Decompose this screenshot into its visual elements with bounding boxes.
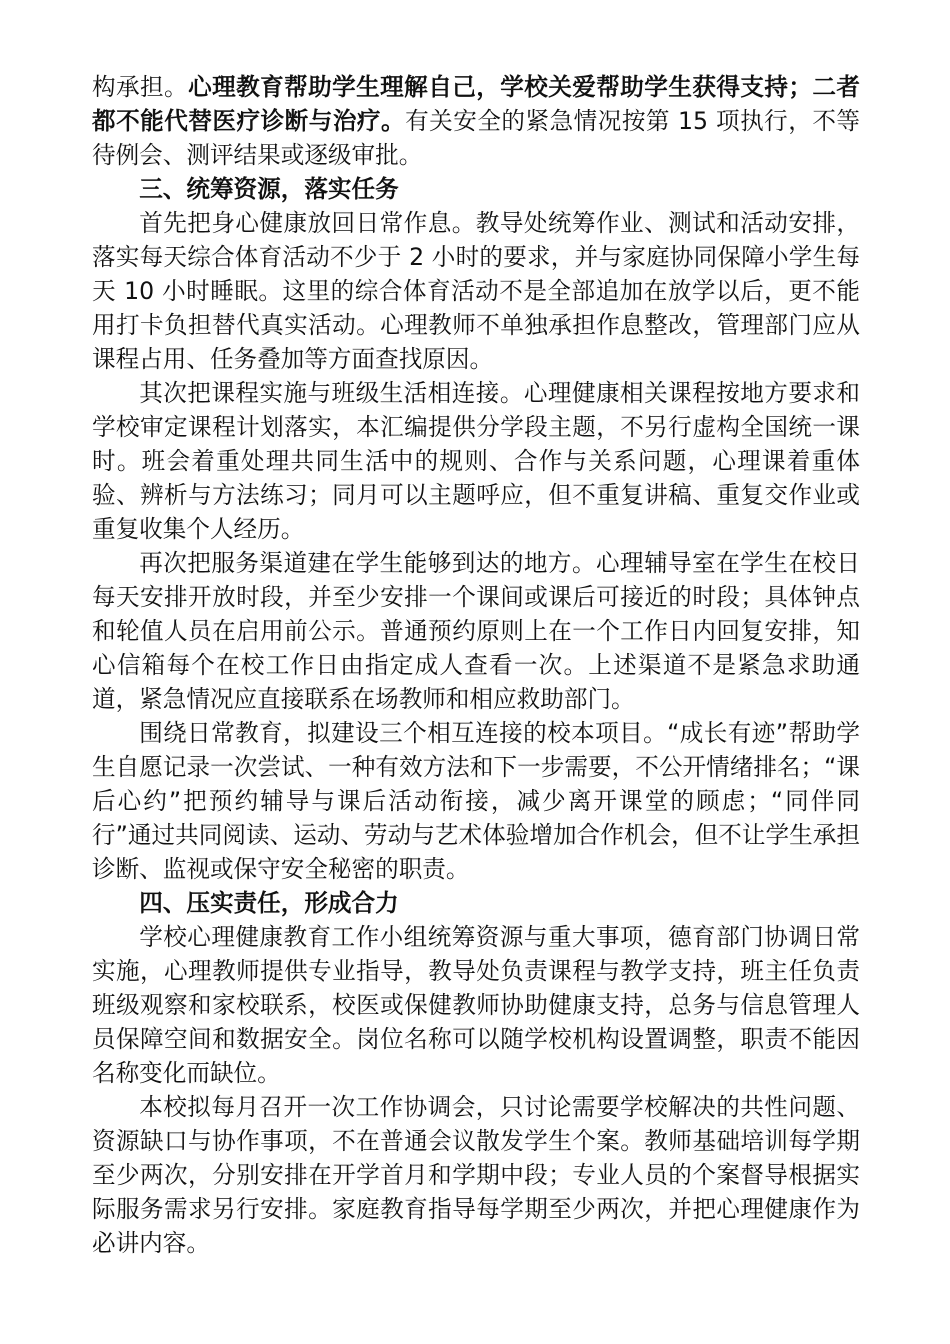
paragraph-lead-text: 构承担。 <box>92 73 189 101</box>
paragraph-service-channels: 再次把服务渠道建在学生能够到达的地方。心理辅导室在学生在校日每天安排开放时段，并至少安排一个课间或课后可接近的时段；具体钟点和轮值人员在启用前公示。普通预约原则上在一个工作日内回复安排，知心信箱每个在校工作日由指定成人查看一次。上述渠道不是紧急求助通道，紧急情况应直接联系在场教师和相应救助部门。 <box>92 549 860 713</box>
section-heading-4: 四、压实责任，形成合力 <box>139 889 399 917</box>
paragraph-continuation <box>92 70 860 172</box>
paragraph-responsibilities: 学校心理健康教育工作小组统筹资源与重大事项，德育部门协调日常实施，心理教师提供专业指导，教导处负责课程与教学支持，班主任负责班级观察和家校联系，校医或保健教师协助健康支持，总务与信息管理人员保障空间和数据安全。岗位名称可以随学校机构设置调整，职责不能因名称变化而缺位。 <box>92 923 860 1087</box>
paragraph-curriculum: 其次把课程实施与班级生活相连接。心理健康相关课程按地方要求和学校审定课程计划落实，本汇编提供分学段主题，不另行虚构全国统一课时。班会着重处理共同生活中的规则、合作与关系问题，心理课着重体验、辨析与方法练习；同月可以主题呼应，但不重复讲稿、重复交作业或重复收集个人经历。 <box>92 379 860 543</box>
paragraph-bold-text: 心理教育帮助学生理解自己，学校关爱帮助学生获得支持；二者都不能代替医疗诊断与治疗。 <box>92 73 861 135</box>
paragraph-meetings-training: 本校拟每月召开一次工作协调会，只讨论需要学校解决的共性问题、资源缺口与协作事项，不在普通会议散发学生个案。教师基础培训每学期至少两次，分别安排在开学首月和学期中段；专业人员的个案督导根据实际服务需求另行安排。家庭教育指导每学期至少两次，并把心理健康作为必讲内容。 <box>92 1093 860 1257</box>
document-page <box>92 70 860 1260</box>
paragraph-schedule: 首先把身心健康放回日常作息。教导处统筹作业、测试和活动安排，落实每天综合体育活动不少于 2 小时的要求，并与家庭协同保障小学生每天 10 小时睡眠。这里的综合体育活动不是全部追加在放学以后，更不能用打卡负担替代真实活动。心理教师不单独承担作息整改，管理部门应从课程占用、任务叠加等方面查找原因。 <box>92 209 860 373</box>
paragraph-school-projects: 围绕日常教育，拟建设三个相互连接的校本项目。“成长有迹”帮助学生自愿记录一次尝试、一种有效方法和下一步需要，不公开情绪排名；“课后心约”把预约辅导与课后活动衔接，减少离开课堂的顾虑；“同伴同行”通过共同阅读、运动、劳动与艺术体验增加合作机会，但不让学生承担诊断、监视或保守安全秘密的职责。 <box>92 719 860 883</box>
section-heading-3: 三、统筹资源，落实任务 <box>139 175 399 203</box>
paragraph-rest-text: 有关安全的紧急情况按第 15 项执行，不等待例会、测评结果或逐级审批。 <box>92 107 860 169</box>
